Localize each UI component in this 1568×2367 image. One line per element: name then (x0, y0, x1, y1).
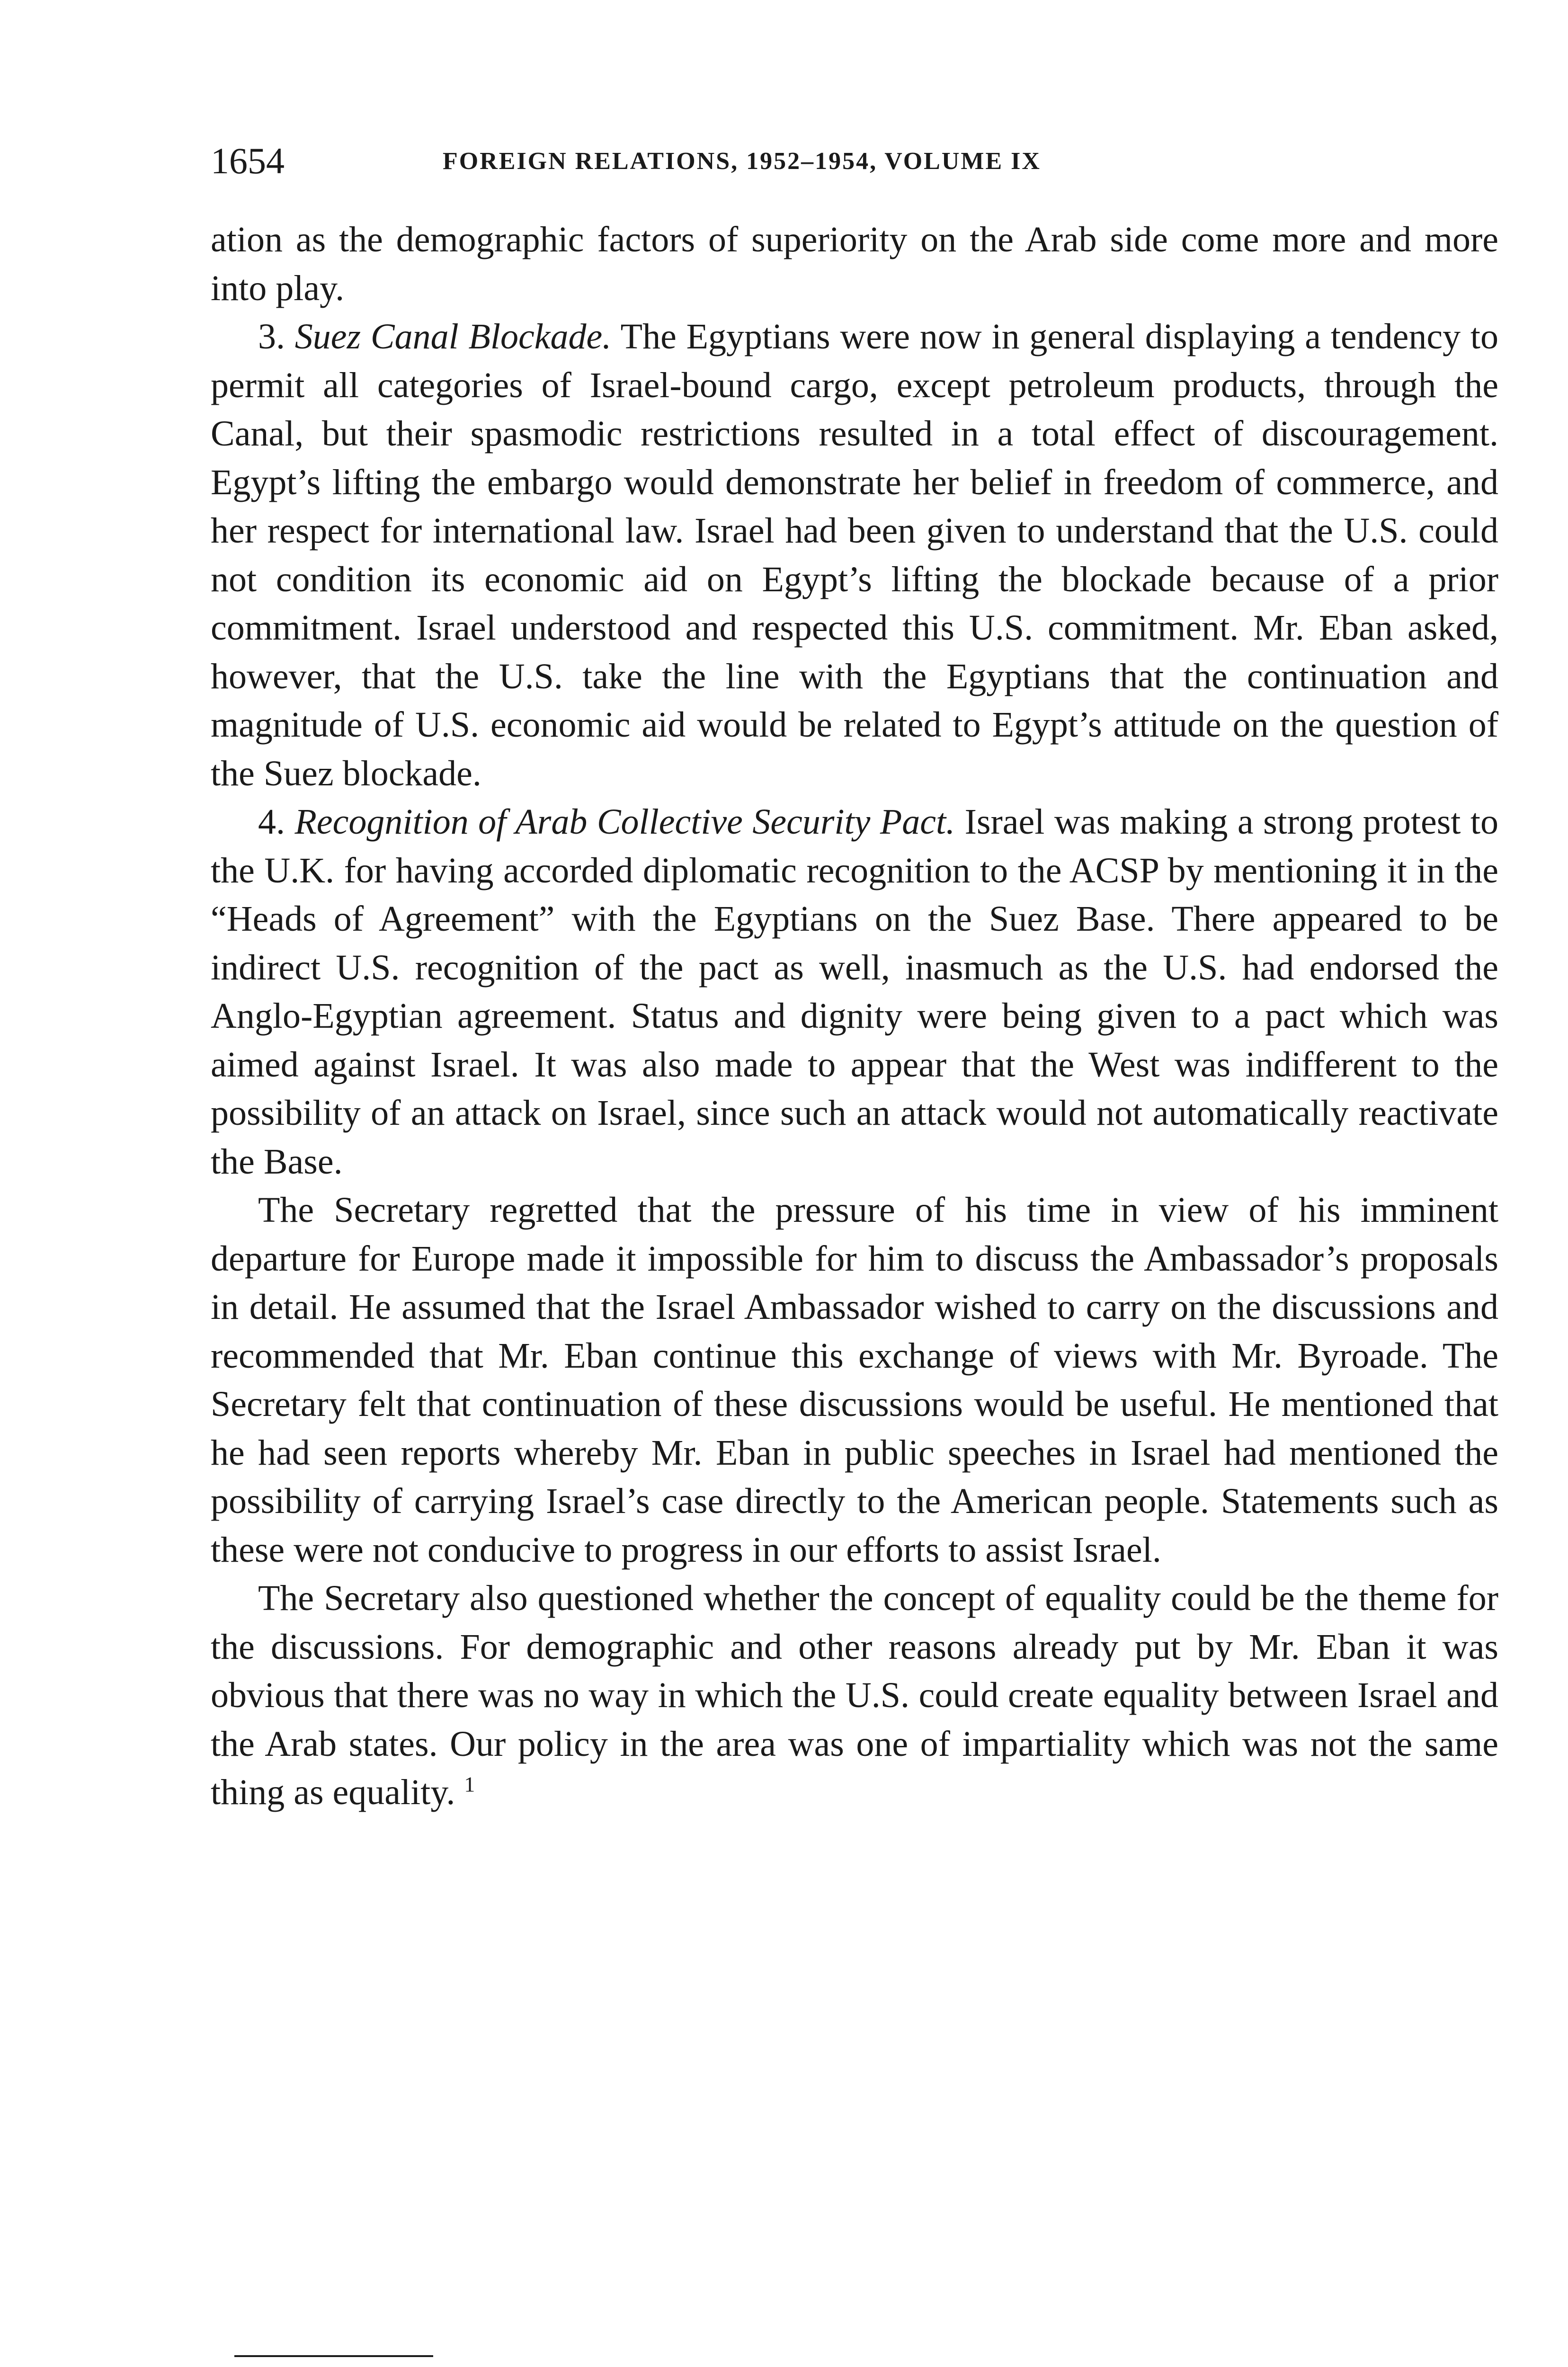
paragraph-number: 3. (258, 317, 295, 356)
paragraph-recognition-acsp (211, 798, 1498, 1186)
paragraph-text: Israel was making a strong protest to the U.K. for having accorded diplomatic recognition to the ACSP by mentioning it in the “Heads of Agreement” with the Egyptians on the Suez Base. There appeared to be indirect U.S. recognition of the pact as well, inasmuch as the U.S. had endorsed the Anglo-Egyptian agreement. Status and dignity were being given to a pact which was aimed against Israel. It was also made to appear that the West was indifferent to the possibility of an attack on Israel, since such an attack would not automatically reactivate the Base. (211, 802, 1498, 1182)
paragraph-continuation (211, 215, 1498, 312)
paragraph-suez-canal-blockade (211, 312, 1498, 798)
paragraph-heading: Recognition of Arab Collective Security Pact. (294, 802, 955, 842)
paragraph-text: ation as the demographic factors of superiority on the Arab side come more and more into play. (211, 220, 1498, 308)
page-number: 1654 (211, 140, 285, 181)
paragraph-secretary-questioned (211, 1574, 1498, 1817)
footnote-divider (234, 2355, 433, 2357)
body-text (211, 215, 1498, 1817)
paragraph-number: 4. (258, 802, 295, 842)
paragraph-secretary-regretted (211, 1186, 1498, 1574)
page-header (211, 133, 1498, 199)
paragraph-text: The Secretary regretted that the pressure of his time in view of his imminent departure for Europe made it impossible for him to discuss the Ambassador’s proposals in detail. He assumed that the Israel Ambassador wished to carry on the discussions and recommended that Mr. Eban continue this exchange of views with Mr. Byroade. The Secretary felt that continuation of these discussions would be useful. He mentioned that he had seen reports whereby Mr. Eban in public speeches in Israel had mentioned the possibility of carrying Israel’s case directly to the American people. Statements such as these were not conducive to progress in our efforts to assist Israel. (211, 1190, 1498, 1570)
running-head: FOREIGN RELATIONS, 1952–1954, VOLUME IX (443, 148, 1041, 175)
footnote-reference[interactable]: 1 (464, 1772, 475, 1797)
paragraph-text: The Secretary also questioned whether the concept of equality could be the theme for the discussions. For demographic and other reasons already put by Mr. Eban it was obvious that there was no way in which the U.S. could create equality between Israel and the Arab states. Our policy in the area was one of impartiality which was not the same thing as equality. (211, 1578, 1498, 1812)
paragraph-text: The Egyptians were now in general displaying a tendency to permit all categories of Israel-bound cargo, except petroleum products, through the Canal, but their spasmodic restrictions resulted in a total effect of discouragement. Egypt’s lifting the embargo would demonstrate her belief in freedom of commerce, and her respect for international law. Israel had been given to understand that the U.S. could not condition its economic aid on Egypt’s lifting the blockade because of a prior commitment. Israel understood and respected this U.S. commitment. Mr. Eban asked, however, that the U.S. take the line with the Egyptians that the continuation and magnitude of U.S. economic aid would be related to Egypt’s attitude on the question of the Suez blockade. (211, 317, 1498, 793)
document-page (211, 133, 1498, 2367)
paragraph-heading: Suez Canal Blockade. (294, 317, 612, 356)
